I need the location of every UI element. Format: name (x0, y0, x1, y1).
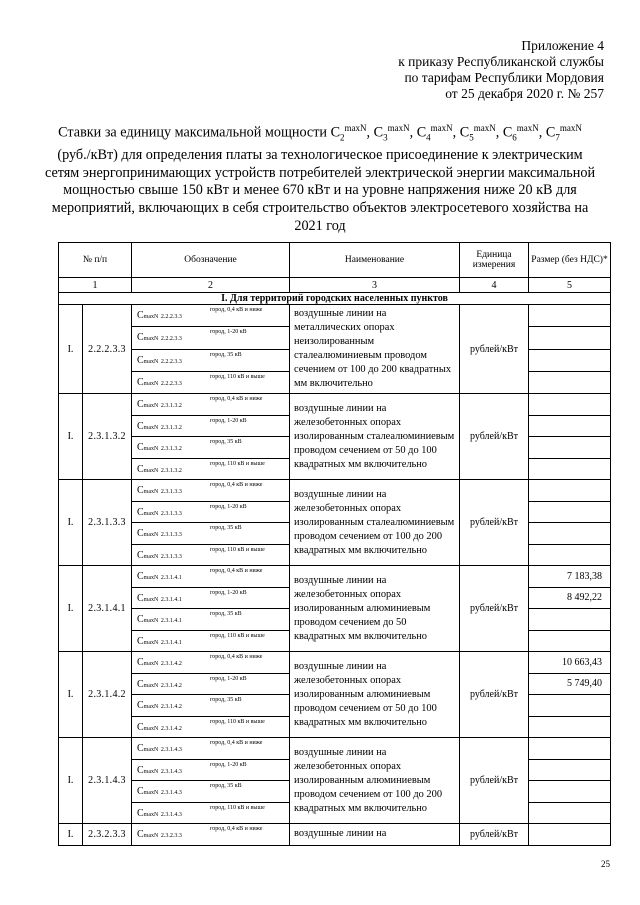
designation-cell: CmaxN 2.2.2.3.3 город, 1-20 кВ (132, 327, 290, 349)
column-number: 2 (132, 278, 290, 293)
row-code: 2.3.1.4.1 (83, 566, 132, 652)
voltage-label: город, 1-20 кВ (210, 503, 247, 510)
designation-cell: CmaxN 2.3.1.4.1 город, 1-20 кВ (132, 587, 290, 609)
value-cell (529, 824, 611, 846)
row-roman: I. (59, 305, 83, 394)
voltage-label: город, 110 кВ и выше (210, 804, 265, 811)
designation-cell: CmaxN 2.3.1.4.2 город, 1-20 кВ (132, 673, 290, 695)
table-row (59, 305, 611, 327)
voltage-label: город, 0,4 кВ и ниже (210, 654, 263, 660)
voltage-label: город, 0,4 кВ и ниже (210, 396, 263, 402)
value-cell (529, 759, 611, 781)
value-cell (529, 305, 611, 327)
designation-cell: CmaxN 2.3.1.4.3 город, 0,4 кВ и ниже (132, 738, 290, 760)
designation-cell: CmaxN 2.3.1.4.2 город, 0,4 кВ и ниже (132, 652, 290, 674)
value-cell (529, 523, 611, 545)
designation-cell: CmaxN 2.3.1.3.3 город, 110 кВ и выше (132, 544, 290, 566)
appendix-line: от 25 декабря 2020 г. № 257 (445, 86, 604, 101)
voltage-label: город, 1-20 кВ (210, 417, 247, 424)
row-roman: I. (59, 394, 83, 480)
column-numbers-row (59, 278, 611, 293)
row-unit: рублей/кВт (460, 305, 529, 394)
voltage-label: город, 35 кВ (210, 525, 242, 531)
designation-cell: CmaxN 2.3.1.4.2 город, 110 кВ и выше (132, 716, 290, 738)
value-cell (529, 349, 611, 371)
voltage-label: город, 1-20 кВ (210, 675, 247, 682)
row-unit: рублей/кВт (460, 652, 529, 738)
voltage-label: город, 35 кВ (210, 697, 242, 703)
voltage-label: город, 110 кВ и выше (210, 718, 265, 725)
voltage-label: город, 110 кВ и выше (210, 373, 265, 380)
designation-cell: CmaxN 2.3.1.3.3 город, 1-20 кВ (132, 501, 290, 523)
designation-cell: CmaxN 2.3.1.4.1 город, 0,4 кВ и ниже (132, 566, 290, 588)
row-code: 2.3.2.3.3 (83, 824, 132, 846)
page-number: 25 (601, 859, 610, 869)
title-part2: (руб./кВт) для определения платы за технологическое присоединение к электрическим сетям энергопринимающих устройств потребителей электрической энергии максимальной мощностью свыше 150 кВт и менее 670 кВт и на уровне напряжения ниже 20 кВ для мероприятий, включающих в себя строительство объектов электросетевого хозяйства на 2021 год (44, 147, 596, 234)
designation-cell: CmaxN 2.3.2.3.3 город, 0,4 кВ и ниже (132, 824, 290, 846)
voltage-label: город, 0,4 кВ и ниже (210, 568, 263, 574)
section-title: I. Для территорий городских населенных пунктов (59, 293, 611, 305)
value-cell (529, 781, 611, 803)
designation-cell: CmaxN 2.3.1.3.3 город, 0,4 кВ и ниже (132, 480, 290, 502)
value-cell (529, 327, 611, 349)
value-cell: 5 749,40 (529, 673, 611, 695)
row-name: воздушные линии на (290, 824, 460, 846)
appendix-header (314, 38, 604, 102)
title-sup: maxN (344, 123, 367, 133)
value-cell: 7 183,38 (529, 566, 611, 588)
row-code: 2.3.1.3.3 (83, 480, 132, 566)
voltage-label: город, 35 кВ (210, 351, 242, 358)
appendix-line: к приказу Республиканской службы (398, 54, 604, 69)
header-cell: № п/п (59, 243, 132, 278)
row-name: воздушные линии на железобетонных опорах изолированным сталеалюминиевым проводом сечением от 100 до 200 квадратных мм включительно (290, 480, 460, 566)
row-unit: рублей/кВт (460, 480, 529, 566)
value-cell: 8 492,22 (529, 587, 611, 609)
table-header-row (59, 243, 611, 278)
designation-cell: CmaxN 2.3.1.4.2 город, 35 кВ (132, 695, 290, 717)
header-cell: Размер (без НДС)* (529, 243, 611, 278)
value-cell (529, 394, 611, 416)
value-cell (529, 544, 611, 566)
voltage-label: город, 1-20 кВ (210, 761, 247, 768)
table-row (59, 824, 611, 846)
row-roman: I. (59, 824, 83, 846)
voltage-label: город, 110 кВ и выше (210, 632, 265, 639)
value-cell (529, 480, 611, 502)
voltage-label: город, 0,4 кВ и ниже (210, 307, 263, 313)
designation-cell: CmaxN 2.2.2.3.3 город, 0,4 кВ и ниже (132, 305, 290, 327)
header-cell: Единица измерения (460, 243, 529, 278)
value-cell (529, 458, 611, 480)
section-row (59, 293, 611, 305)
table-row (59, 394, 611, 416)
column-number: 1 (59, 278, 132, 293)
voltage-label: город, 35 кВ (210, 439, 242, 445)
designation-cell: CmaxN 2.3.1.3.2 город, 1-20 кВ (132, 415, 290, 437)
designation-cell: CmaxN 2.3.1.3.2 город, 0,4 кВ и ниже (132, 394, 290, 416)
document-title: Ставки за единицу максимальной мощности $C_2^{maxN}$, $C_3^{maxN}$, $C_4^{maxN}$, $C_5^{maxN}$, $C_6^{maxN}$, $C_7^{maxN}$ (руб./кВт) для определения платы за технологическое присоединение к электрическим сетям энергопринимающих устройств потребителей электрической энергии максимальной мощностью свыше 150 кВт и менее 670 кВт и на уровне напряжения ниже 20 кВ для мероприятий, включающих в себя строительство объектов электросетевого хозяйства на 2021 год (44, 123, 596, 234)
voltage-label: город, 1-20 кВ (210, 589, 247, 596)
appendix-line: по тарифам Республики Мордовия (404, 70, 604, 85)
designation-cell: CmaxN 2.3.1.3.2 город, 110 кВ и выше (132, 458, 290, 480)
voltage-label: город, 35 кВ (210, 611, 242, 617)
row-code: 2.3.1.4.3 (83, 738, 132, 824)
title-part1: Ставки за единицу максимальной мощности C (58, 124, 341, 141)
designation-cell: CmaxN 2.3.1.4.1 город, 35 кВ (132, 609, 290, 631)
voltage-label: город, 35 кВ (210, 783, 242, 789)
appendix-line: Приложение 4 (521, 38, 604, 53)
designation-cell: CmaxN 2.2.2.3.3 город, 35 кВ (132, 349, 290, 371)
column-number: 4 (460, 278, 529, 293)
voltage-label: город, 1-20 кВ (210, 329, 247, 336)
row-name: воздушные линии на металлических опорах неизолированным сталеалюминиевым проводом сечением от 100 до 200 квадратных мм включительно (290, 305, 460, 394)
value-cell (529, 695, 611, 717)
row-name: воздушные линии на железобетонных опорах изолированным алюминиевым проводом сечением от 50 до 100 квадратных мм включительно (290, 652, 460, 738)
rates-table (58, 242, 611, 846)
value-cell (529, 371, 611, 393)
row-unit: рублей/кВт (460, 824, 529, 846)
header-cell: Обозначение (132, 243, 290, 278)
table-row (59, 480, 611, 502)
designation-cell: CmaxN 2.3.1.4.1 город, 110 кВ и выше (132, 630, 290, 652)
table-row (59, 652, 611, 674)
column-number: 5 (529, 278, 611, 293)
designation-cell: CmaxN 2.3.1.3.3 город, 35 кВ (132, 523, 290, 545)
row-name: воздушные линии на железобетонных опорах изолированным сталеалюминиевым проводом сечением от 50 до 100 квадратных мм включительно (290, 394, 460, 480)
header-cell: Наименование (290, 243, 460, 278)
voltage-label: город, 110 кВ и выше (210, 546, 265, 553)
value-cell (529, 630, 611, 652)
designation-cell: CmaxN 2.3.1.4.3 город, 110 кВ и выше (132, 802, 290, 824)
value-cell (529, 609, 611, 631)
row-roman: I. (59, 738, 83, 824)
voltage-label: город, 0,4 кВ и ниже (210, 740, 263, 746)
row-code: 2.3.1.4.2 (83, 652, 132, 738)
value-cell (529, 802, 611, 824)
row-unit: рублей/кВт (460, 738, 529, 824)
value-cell (529, 738, 611, 760)
value-cell: 10 663,43 (529, 652, 611, 674)
designation-cell: CmaxN 2.2.2.3.3 город, 110 кВ и выше (132, 371, 290, 393)
row-code: 2.2.2.3.3 (83, 305, 132, 394)
column-number: 3 (290, 278, 460, 293)
row-roman: I. (59, 480, 83, 566)
row-unit: рублей/кВт (460, 394, 529, 480)
designation-cell: CmaxN 2.3.1.4.3 город, 35 кВ (132, 781, 290, 803)
voltage-label: город, 0,4 кВ и ниже (210, 482, 263, 488)
value-cell (529, 716, 611, 738)
voltage-label: город, 110 кВ и выше (210, 460, 265, 467)
row-name: воздушные линии на железобетонных опорах изолированным алюминиевым проводом сечением от 100 до 200 квадратных мм включительно (290, 738, 460, 824)
designation-cell: CmaxN 2.3.1.4.3 город, 1-20 кВ (132, 759, 290, 781)
table-row (59, 738, 611, 760)
value-cell (529, 437, 611, 459)
value-cell (529, 415, 611, 437)
row-name: воздушные линии на железобетонных опорах изолированным алюминиевым проводом сечением до 50 квадратных мм включительно (290, 566, 460, 652)
table-row (59, 566, 611, 588)
row-roman: I. (59, 566, 83, 652)
row-roman: I. (59, 652, 83, 738)
row-unit: рублей/кВт (460, 566, 529, 652)
row-code: 2.3.1.3.2 (83, 394, 132, 480)
designation-cell: CmaxN 2.3.1.3.2 город, 35 кВ (132, 437, 290, 459)
value-cell (529, 501, 611, 523)
